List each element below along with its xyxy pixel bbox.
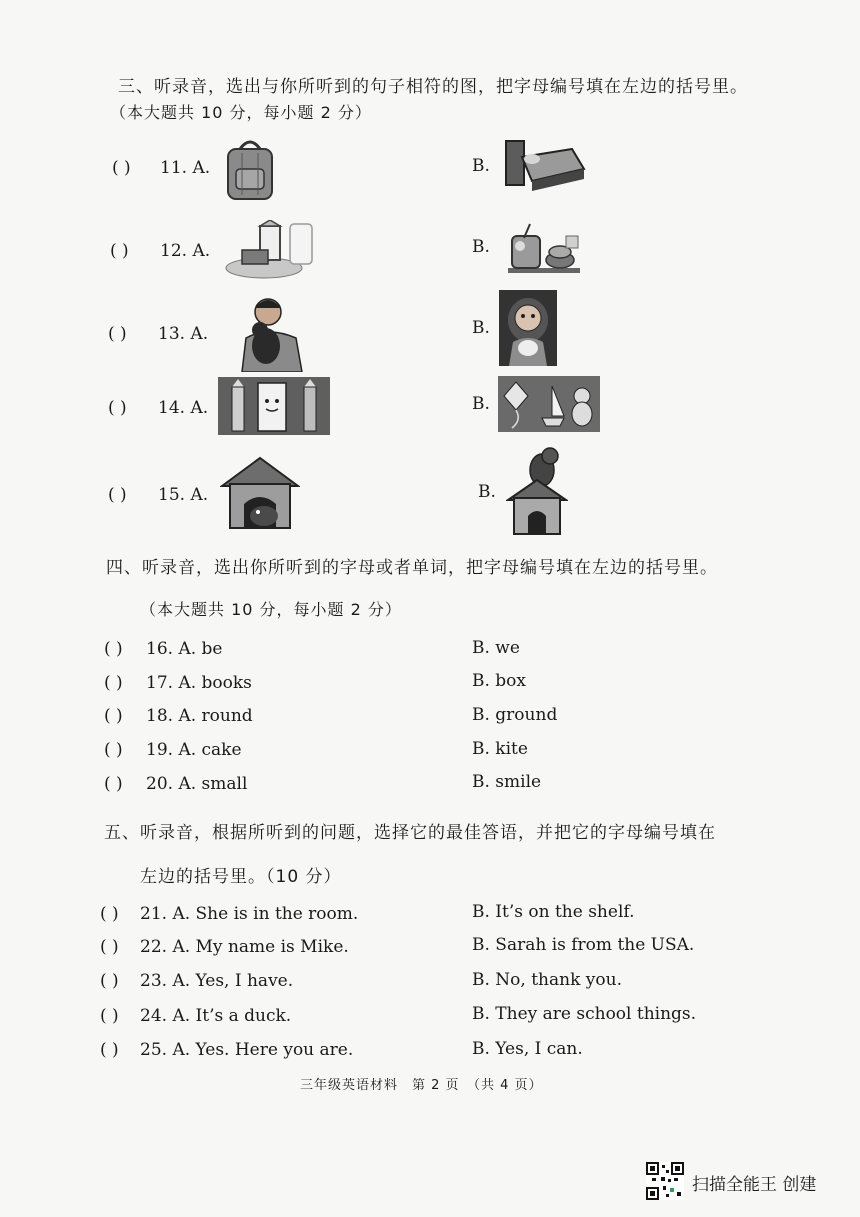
girl-with-cat-picture — [499, 290, 557, 366]
page-footer: 三年级英语材料 第 2 页 （共 4 页） — [300, 1078, 543, 1093]
option-16-a: 16. A. be — [146, 639, 223, 659]
kite-boat-bear-picture — [498, 376, 600, 432]
option-17-a: 17. A. books — [146, 673, 252, 693]
section-4-title: 四、听录音，选出你所听到的字母或者单词，把字母编号填在左边的括号里。 — [106, 558, 718, 578]
scanner-brand-text: 扫描全能王 创建 — [692, 1175, 817, 1195]
answer-bracket-19[interactable]: ( ) — [104, 740, 123, 760]
answer-bracket-21[interactable]: ( ) — [100, 904, 119, 924]
section-5-title: 五、听录音，根据所听到的问题，选择它的最佳答语，并把它的字母编号填在 — [104, 823, 716, 843]
option-24-a: 24. A. It’s a duck. — [140, 1006, 292, 1026]
option-17-b: B. box — [472, 671, 527, 691]
answer-bracket-14[interactable]: ( ) — [108, 398, 127, 418]
boy-holding-cat-picture — [238, 294, 306, 372]
question-12-b-label: B. — [472, 237, 490, 257]
answer-bracket-20[interactable]: ( ) — [104, 774, 123, 794]
option-18-a: 18. A. round — [146, 706, 253, 726]
question-14-a-label: 14. A. — [158, 398, 209, 418]
option-22-b: B. Sarah is from the USA. — [472, 935, 695, 955]
option-25-b: B. Yes, I can. — [472, 1039, 583, 1059]
option-21-a: 21. A. She is in the room. — [140, 904, 359, 924]
answer-bracket-16[interactable]: ( ) — [104, 639, 123, 659]
question-13-b-label: B. — [472, 318, 490, 338]
option-18-b: B. ground — [472, 705, 558, 725]
option-20-b: B. smile — [472, 772, 542, 792]
option-19-a: 19. A. cake — [146, 740, 242, 760]
answer-bracket-17[interactable]: ( ) — [104, 673, 123, 693]
answer-bracket-15[interactable]: ( ) — [108, 485, 127, 505]
option-22-a: 22. A. My name is Mike. — [140, 937, 349, 957]
question-11-a-label: 11. A. — [160, 158, 211, 178]
answer-bracket-11[interactable]: ( ) — [112, 158, 131, 178]
answer-bracket-25[interactable]: ( ) — [100, 1040, 119, 1060]
dog-in-doghouse-picture — [220, 456, 300, 532]
question-11-b-label: B. — [472, 156, 490, 176]
option-20-a: 20. A. small — [146, 774, 248, 794]
option-16-b: B. we — [472, 638, 520, 658]
question-12-a-label: 12. A. — [160, 241, 211, 261]
crayons-ruler-picture — [218, 377, 330, 435]
question-14-b-label: B. — [472, 394, 490, 414]
bed-picture — [502, 135, 586, 193]
dog-on-doghouse-picture — [506, 444, 568, 536]
answer-bracket-24[interactable]: ( ) — [100, 1006, 119, 1026]
option-23-b: B. No, thank you. — [472, 970, 622, 990]
question-15-b-label: B. — [478, 482, 496, 502]
question-15-a-label: 15. A. — [158, 485, 209, 505]
answer-bracket-18[interactable]: ( ) — [104, 706, 123, 726]
section-3-title: 三、听录音，选出与你所听到的句子相符的图，把字母编号填在左边的括号里。 — [118, 77, 748, 97]
juice-cake-picture — [504, 222, 582, 274]
answer-bracket-23[interactable]: ( ) — [100, 971, 119, 991]
section-5-title-line-2: 左边的括号里。（10 分） — [140, 867, 342, 887]
answer-bracket-22[interactable]: ( ) — [100, 937, 119, 957]
question-13-a-label: 13. A. — [158, 324, 209, 344]
section-4-note: （本大题共 10 分，每小题 2 分） — [140, 600, 402, 619]
bread-milk-picture — [224, 220, 316, 280]
option-19-b: B. kite — [472, 739, 528, 759]
section-3-note: （本大题共 10 分，每小题 2 分） — [110, 103, 372, 122]
option-25-a: 25. A. Yes. Here you are. — [140, 1040, 354, 1060]
option-21-b: B. It’s on the shelf. — [472, 902, 635, 922]
qr-code-icon — [646, 1162, 684, 1200]
answer-bracket-13[interactable]: ( ) — [108, 324, 127, 344]
option-24-b: B. They are school things. — [472, 1004, 697, 1024]
answer-bracket-12[interactable]: ( ) — [110, 241, 129, 261]
option-23-a: 23. A. Yes, I have. — [140, 971, 294, 991]
backpack-picture — [222, 135, 278, 201]
